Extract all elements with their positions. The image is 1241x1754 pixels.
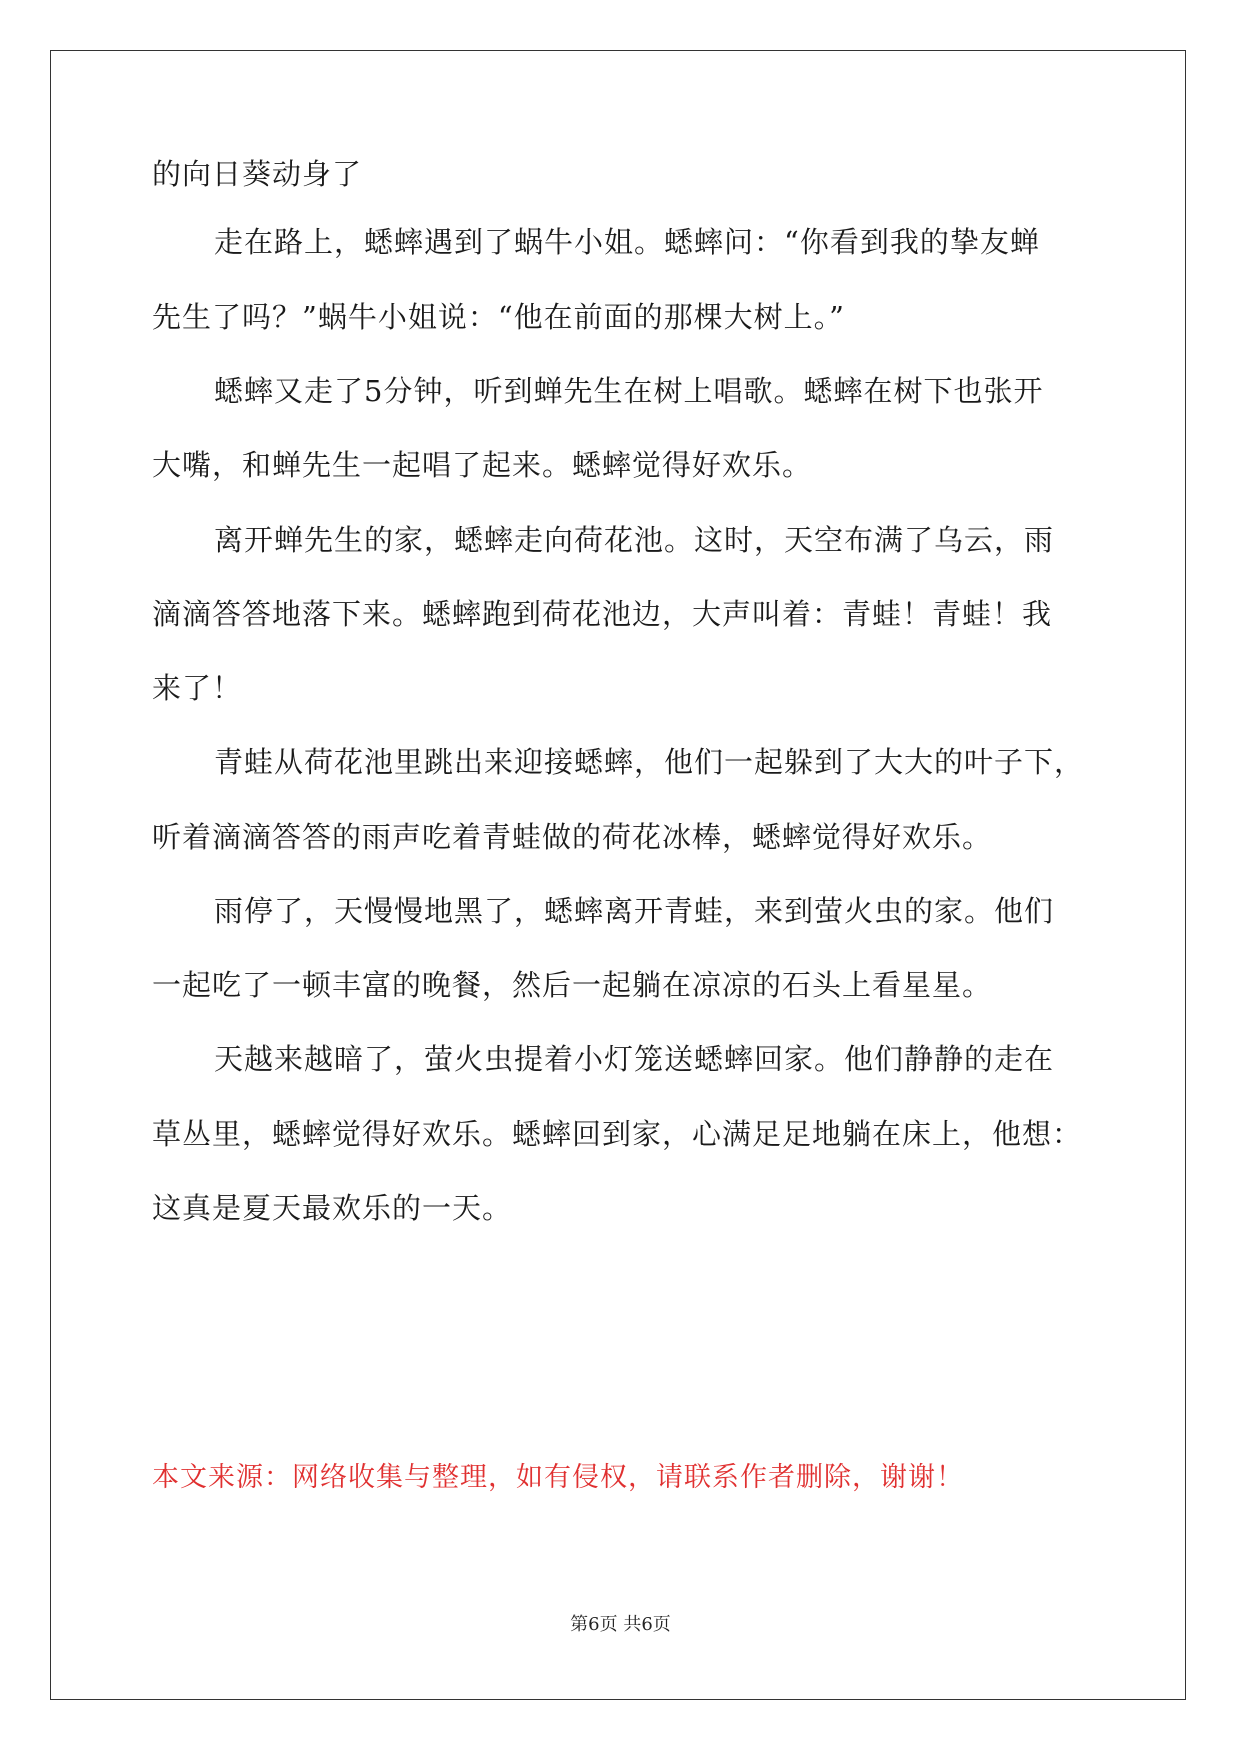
source-note: 本文来源：网络收集与整理，如有侵权，请联系作者删除，谢谢！ <box>152 1462 964 1493</box>
text-line: 草丛里，蟋蟀觉得好欢乐。蟋蟀回到家，心满足足地躺在床上，他想： <box>152 1117 1083 1151</box>
text-line: 天越来越暗了，萤火虫提着小灯笼送蟋蟀回家。他们静静的走在 <box>214 1042 1055 1076</box>
text-line: 一起吃了一顿丰富的晚餐，然后一起躺在凉凉的石头上看星星。 <box>152 968 993 1002</box>
text-line: 大嘴，和蝉先生一起唱了起来。蟋蟀觉得好欢乐。 <box>152 448 813 482</box>
text-line: 蟋蟀又走了5分钟，听到蝉先生在树上唱歌。蟋蟀在树下也张开 <box>214 374 1044 408</box>
text-line: 来了！ <box>152 671 243 705</box>
text-line: 走在路上，蟋蟀遇到了蜗牛小姐。蟋蟀问：“你看到我的挚友蝉 <box>214 225 1040 259</box>
page-footer: 第6页 共6页 <box>570 1614 671 1635</box>
text-line: 听着滴滴答答的雨声吃着青蛙做的荷花冰棒，蟋蟀觉得好欢乐。 <box>152 820 993 854</box>
text-line: 的向日葵动身了 <box>152 157 363 191</box>
text-line: 雨停了，天慢慢地黑了，蟋蟀离开青蛙，来到萤火虫的家。他们 <box>214 894 1055 928</box>
text-line: 离开蝉先生的家，蟋蟀走向荷花池。这时，天空布满了乌云，雨 <box>214 523 1055 557</box>
text-line: 滴滴答答地落下来。蟋蟀跑到荷花池边，大声叫着：青蛙！青蛙！我 <box>152 597 1053 631</box>
text-line: 先生了吗？”蜗牛小姐说：“他在前面的那棵大树上。” <box>152 300 845 334</box>
text-line: 青蛙从荷花池里跳出来迎接蟋蟀，他们一起躲到了大大的叶子下， <box>214 745 1085 779</box>
text-line: 这真是夏天最欢乐的一天。 <box>152 1191 513 1225</box>
